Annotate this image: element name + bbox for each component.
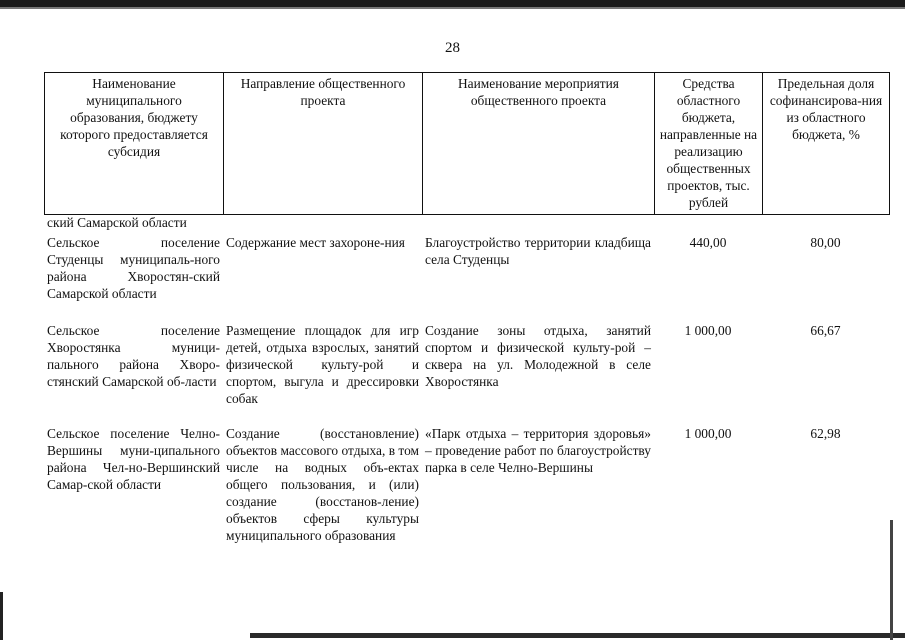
header-direction: Направление общественного проекта	[224, 73, 423, 215]
scan-edge-right	[890, 520, 893, 640]
cell-municipality: Сельское поселение Хворостянка муници-пального района Хворо-стянский Самарской об-ласти	[47, 323, 220, 389]
page-number: 28	[445, 40, 460, 56]
cell-direction: Размещение площадок для игр детей, отдыха взрослых, занятий физической культу-рой и спортом, выгула и дрессировки собак	[226, 323, 419, 406]
continuation-row	[44, 214, 889, 231]
cell-municipality: Сельское поселение Челно-Вершины муни-ципального района Чел-но-Вершинский Самар-ской области	[47, 426, 220, 492]
cell-event: Благоустройство территории кладбища села Студенцы	[425, 235, 651, 267]
cell-share: 66,67	[810, 323, 841, 338]
table-header	[44, 72, 890, 215]
cell-funds: 1 000,00	[684, 323, 732, 338]
header-share: Предельная доля софинансирова-ния из областного бюджета, %	[763, 73, 890, 215]
table-row	[44, 322, 889, 407]
cell-direction: Создание (восстановление) объектов массового отдыха, в том числе на водных объ-ектах общего пользования, и (или) создание (восстанов-ление) объектов сферы культуры муниципального образования	[226, 426, 419, 543]
scan-edge-bottom	[250, 633, 905, 638]
header-municipality: Наименование муниципального образования, бюджету которого предоставляется субсидия	[45, 73, 224, 215]
header-event: Наименование мероприятия общественного проекта	[423, 73, 655, 215]
cell-share: 80,00	[810, 235, 841, 250]
header-funds: Средства областного бюджета, направленные на реализацию общественных проектов, тыс. рублей	[655, 73, 763, 215]
cell-municipality: Сельское поселение Студенцы муниципаль-ного района Хворостян-ский Самарской области	[47, 235, 220, 301]
cell-funds: 1 000,00	[684, 426, 732, 441]
table-row	[44, 425, 889, 544]
cell-event: Создание зоны отдыха, занятий спортом и физической культу-рой – сквера на ул. Молодежной в селе Хворостянка	[425, 323, 651, 389]
cell-share: 62,98	[810, 426, 841, 441]
scan-edge-left	[0, 592, 3, 640]
cell-funds: 440,00	[689, 235, 727, 250]
scan-edge-top	[0, 0, 905, 7]
cell-direction: Содержание мест захороне-ния	[226, 235, 405, 250]
table-row	[44, 234, 889, 302]
cell-event: «Парк отдыха – территория здоровья» – проведение работ по благоустройству парка в селе Челно-Вершины	[425, 426, 651, 475]
continuation-text: ский Самарской области	[47, 215, 187, 230]
scan-edge-top-shadow	[0, 7, 905, 9]
table-body	[44, 214, 889, 544]
